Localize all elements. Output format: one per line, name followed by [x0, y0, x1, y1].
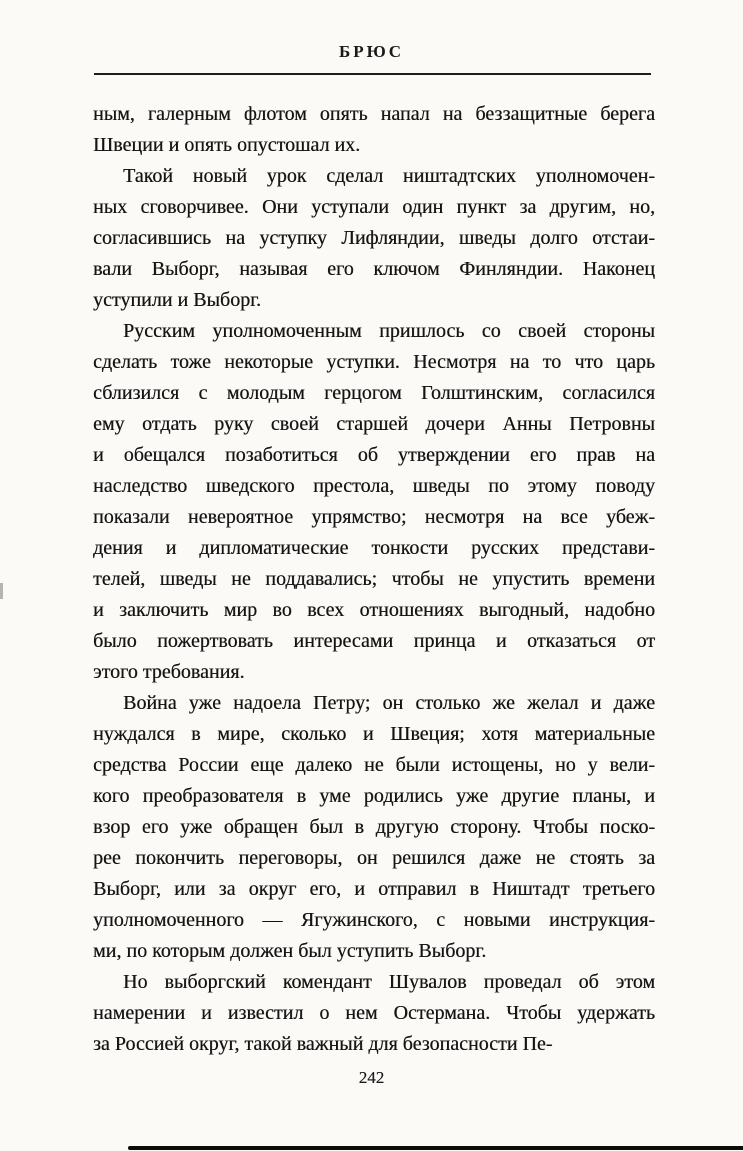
text-line: ми, по которым должен был уступить Выборг.: [93, 940, 487, 962]
text-line: Швеции и опять опустошал их.: [93, 134, 361, 156]
text-line: ему отдать руку своей старшей дочери Анны Петровны: [93, 413, 655, 435]
paragraph: [93, 99, 655, 161]
text-line: дения и дипломатические тонкости русских представи-: [93, 537, 655, 559]
text-line: телей, шведы не поддавались; чтобы не упустить времени: [93, 568, 655, 590]
text-line: этого требования.: [93, 661, 245, 683]
text-line: намерении и известил о нем Остермана. Чтобы удержать: [93, 1002, 655, 1024]
text-line: средства России еще далеко не были истощены, но у вели-: [93, 754, 655, 776]
text-line: уполномоченного — Ягужинского, с новыми инструкция-: [93, 909, 655, 931]
page-number: 242: [358, 1068, 385, 1087]
scan-artifact-left-speck: [0, 583, 3, 599]
text-line: вали Выборг, называя его ключом Финляндии. Наконец: [93, 258, 655, 280]
text-line: Выборг, или за округ его, и отправил в Ништадт третьего: [93, 878, 655, 900]
text-line: согласившись на уступку Лифляндии, шведы долго отстаи-: [93, 227, 655, 249]
text-line: Война уже надоела Петру; он столько же желал и даже: [123, 692, 655, 714]
text-line: ным, галерным флотом опять напал на беззащитные берега: [93, 103, 655, 125]
text-line: уступили и Выборг.: [93, 289, 262, 311]
text-line: Такой новый урок сделал ништадтских уполномочен-: [123, 165, 655, 187]
paragraph: [93, 316, 655, 688]
text-line: сделать тоже некоторые уступки. Несмотря на то что царь: [93, 351, 655, 373]
text-line: наследство шведского престола, шведы по этому поводу: [93, 475, 655, 497]
text-line: сблизился с молодым герцогом Голштинским, согласился: [93, 382, 655, 404]
text-line: нуждался в мире, сколько и Швеция; хотя материальные: [93, 723, 655, 745]
running-header: БРЮС: [338, 42, 405, 61]
header-rule: [94, 73, 651, 75]
text-line: кого преобразователя в уме родились уже другие планы, и: [93, 785, 655, 807]
paragraph: [93, 967, 655, 1060]
text-line: показали невероятное упрямство; несмотря на все убеж-: [93, 506, 655, 528]
text-line: Но выборгский комендант Шувалов проведал об этом: [123, 971, 655, 993]
text-body: [93, 99, 655, 1060]
text-line: взор его уже обращен был в другую сторону. Чтобы поско-: [93, 816, 655, 838]
paragraph: [93, 688, 655, 967]
scan-artifact-bottom-bar: [128, 1146, 743, 1150]
text-line: за Россией округ, такой важный для безопасности Пе-: [93, 1033, 553, 1055]
text-line: и обещался позаботиться об утверждении его прав на: [93, 444, 655, 466]
text-line: было пожертвовать интересами принца и отказаться от: [93, 630, 655, 652]
text-line: ных сговорчивее. Они уступали один пункт за другим, но,: [93, 196, 655, 218]
paragraph: [93, 161, 655, 316]
text-line: и заключить мир во всех отношениях выгодный, надобно: [93, 599, 655, 621]
text-line: Русским уполномоченным пришлось со своей стороны: [123, 320, 655, 342]
text-line: рее покончить переговоры, он решился даже не стоять за: [93, 847, 655, 869]
